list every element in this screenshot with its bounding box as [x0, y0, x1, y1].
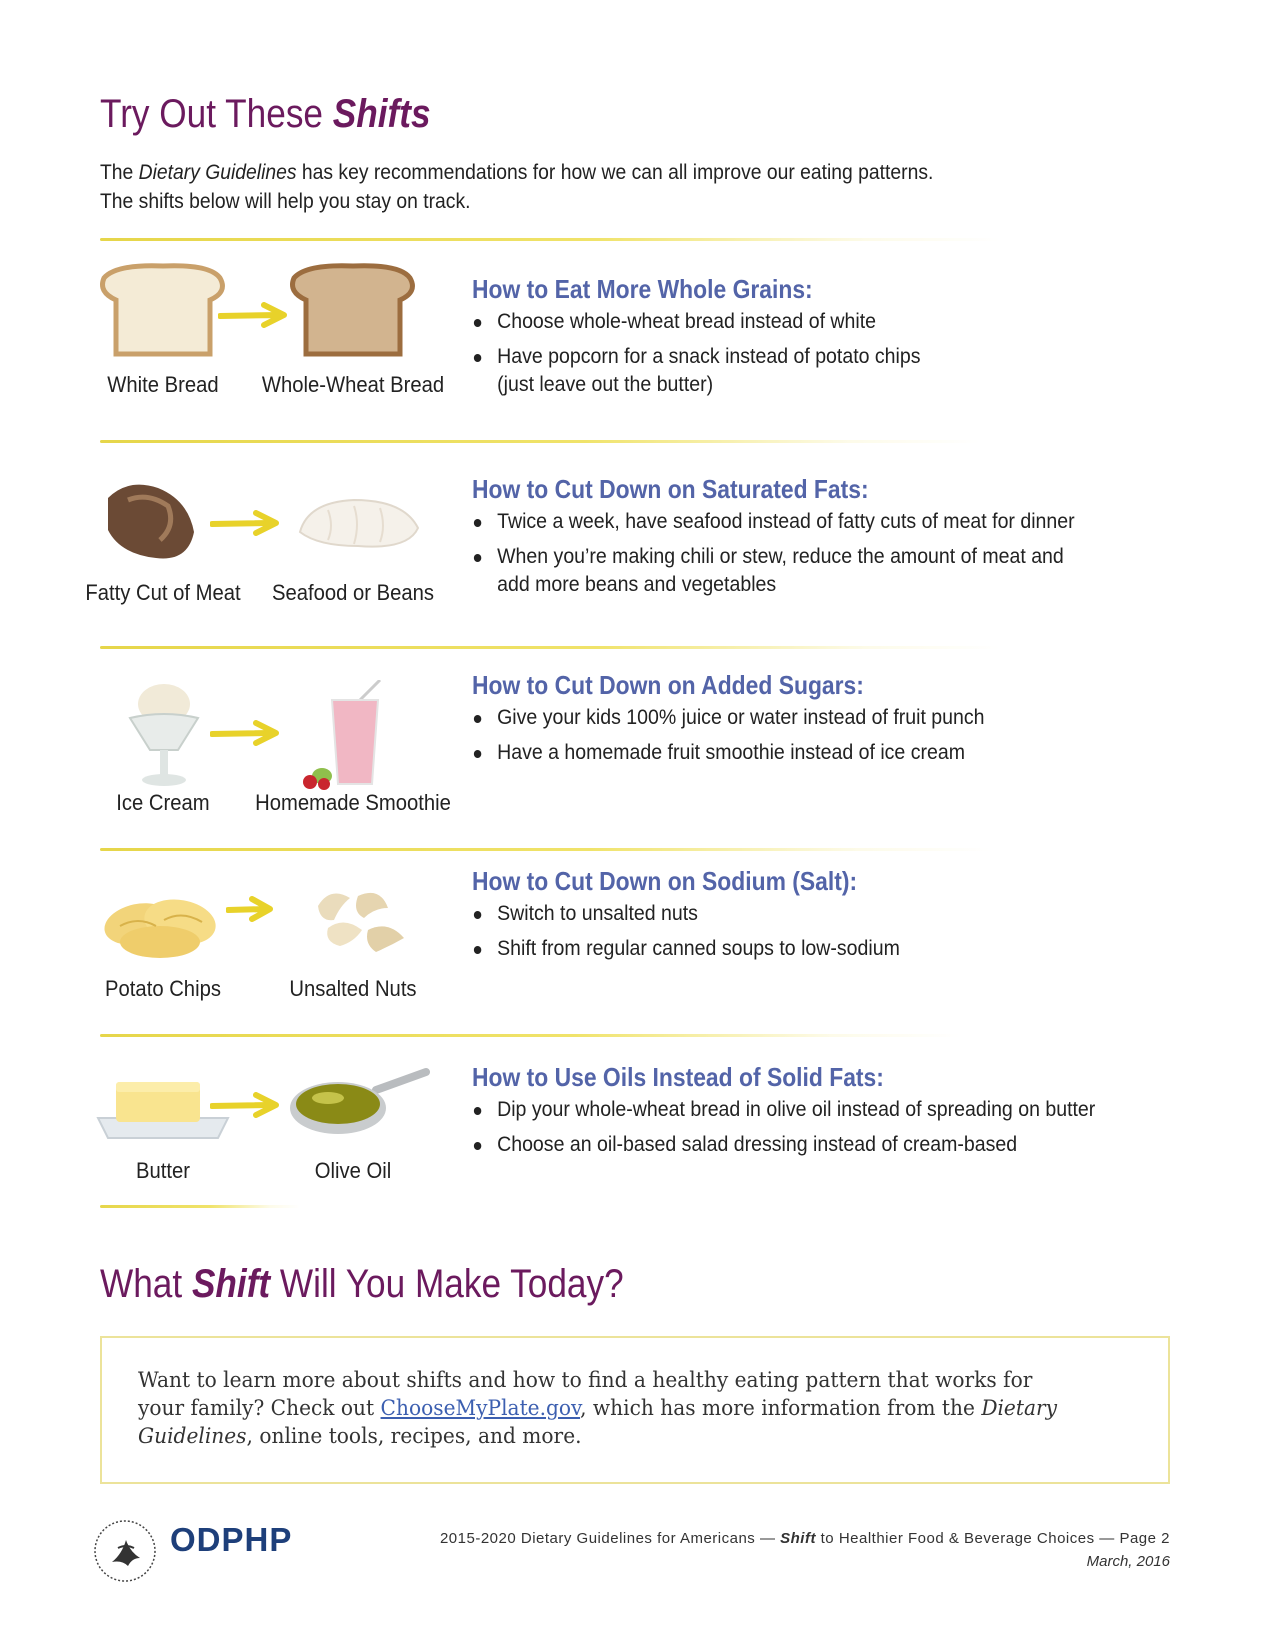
footer-post: to Healthier Food & Beverage Choices — Page 2 [815, 1530, 1170, 1547]
tips-list [472, 508, 1192, 606]
food-to-label: Unsalted Nuts [289, 976, 417, 1001]
callout-box [100, 1336, 1170, 1484]
food-from-label: Potato Chips [105, 976, 221, 1001]
shift-heading: How to Cut Down on Saturated Fats: [472, 474, 869, 504]
intro-italic: Dietary Guidelines [138, 161, 297, 184]
callout-italic: Dietary Guidelines [138, 1396, 1058, 1448]
divider [100, 646, 1000, 649]
food-from-label: White Bread [107, 372, 219, 397]
food-to-label: Seafood or Beans [271, 580, 435, 605]
food-from-label: Ice Cream [116, 790, 210, 815]
footer-emphasis: Shift [780, 1530, 816, 1547]
tip-item: Give your kids 100% juice or water instead of fruit punch [472, 704, 1142, 732]
title-prefix: Try Out These [100, 92, 333, 136]
footer-date: March, 2016 [1086, 1553, 1170, 1570]
intro-text [100, 158, 1020, 216]
tips-list [472, 1096, 1192, 1166]
tip-item: Dip your whole-wheat bread in olive oil instead of spreading on butter [472, 1096, 1142, 1124]
callout-text-3: , online tools, recipes, and more. [246, 1424, 582, 1448]
intro-pre: The [100, 161, 139, 184]
intro-line2: The shifts below will help you stay on track. [100, 190, 471, 213]
tip-item: Have a homemade fruit smoothie instead of ice cream [472, 739, 1142, 767]
food-from-label: Butter [135, 1158, 190, 1183]
section-title-post: Will You Make Today? [270, 1262, 624, 1306]
section-title-emphasis: Shift [191, 1262, 271, 1306]
footer-pre: 2015-2020 Dietary Guidelines for Americans — [439, 1530, 781, 1547]
cashew-nuts-icon [258, 876, 448, 966]
callout-text [138, 1366, 1079, 1450]
choosemyplate-link[interactable]: ChooseMyPlate.gov [380, 1396, 581, 1420]
tip-item: Shift from regular canned soups to low-sodium [472, 935, 1142, 963]
tip-item: Choose an oil-based salad dressing instead of cream-based [472, 1131, 1142, 1159]
whole-wheat-bread-icon [258, 262, 448, 362]
tip-item: Switch to unsalted nuts [472, 900, 1142, 928]
divider [100, 1034, 960, 1037]
callout-text-2: , which has more information from the [580, 1396, 982, 1420]
food-to-label: Homemade Smoothie [255, 790, 451, 815]
divider [100, 238, 1000, 241]
footer-text [440, 1530, 1170, 1547]
page-title [100, 92, 431, 137]
divider [100, 848, 990, 851]
olive-oil-icon [258, 1066, 448, 1146]
intro-rest: has key recommendations for how we can all improve our eating patterns. [296, 161, 934, 184]
hhs-seal-icon [92, 1518, 158, 1584]
food-to-label: Whole-Wheat Bread [261, 372, 445, 397]
tip-item: Have popcorn for a snack instead of potato chips (just leave out the butter) [472, 343, 934, 399]
section-title [100, 1262, 624, 1307]
tips-list [472, 308, 1192, 406]
shift-heading: How to Cut Down on Sodium (Salt): [472, 866, 858, 896]
section-title-pre: What [100, 1262, 192, 1306]
tips-list [472, 900, 1192, 970]
shift-heading: How to Use Oils Instead of Solid Fats: [472, 1062, 884, 1092]
odphp-logo: ODPHP [170, 1521, 293, 1558]
title-emphasis: Shifts [332, 92, 431, 136]
shift-heading: How to Eat More Whole Grains: [472, 274, 813, 304]
food-to-label: Olive Oil [314, 1158, 392, 1183]
divider [100, 440, 980, 443]
tips-list [472, 704, 1192, 774]
tip-item: When you’re making chili or stew, reduce the amount of meat and add more beans and vegetables [472, 543, 1074, 599]
smoothie-icon [258, 680, 448, 790]
divider [100, 1205, 300, 1208]
tip-item: Choose whole-wheat bread instead of white [472, 308, 1142, 336]
fish-fillet-icon [258, 470, 448, 570]
tip-item: Twice a week, have seafood instead of fatty cuts of meat for dinner [472, 508, 1142, 536]
callout-text-1: Want to learn more about shifts and how to find a healthy eating pattern that works for your family? Check out [138, 1368, 1033, 1420]
food-from-label: Fatty Cut of Meat [85, 580, 241, 605]
shift-heading: How to Cut Down on Added Sugars: [472, 670, 864, 700]
